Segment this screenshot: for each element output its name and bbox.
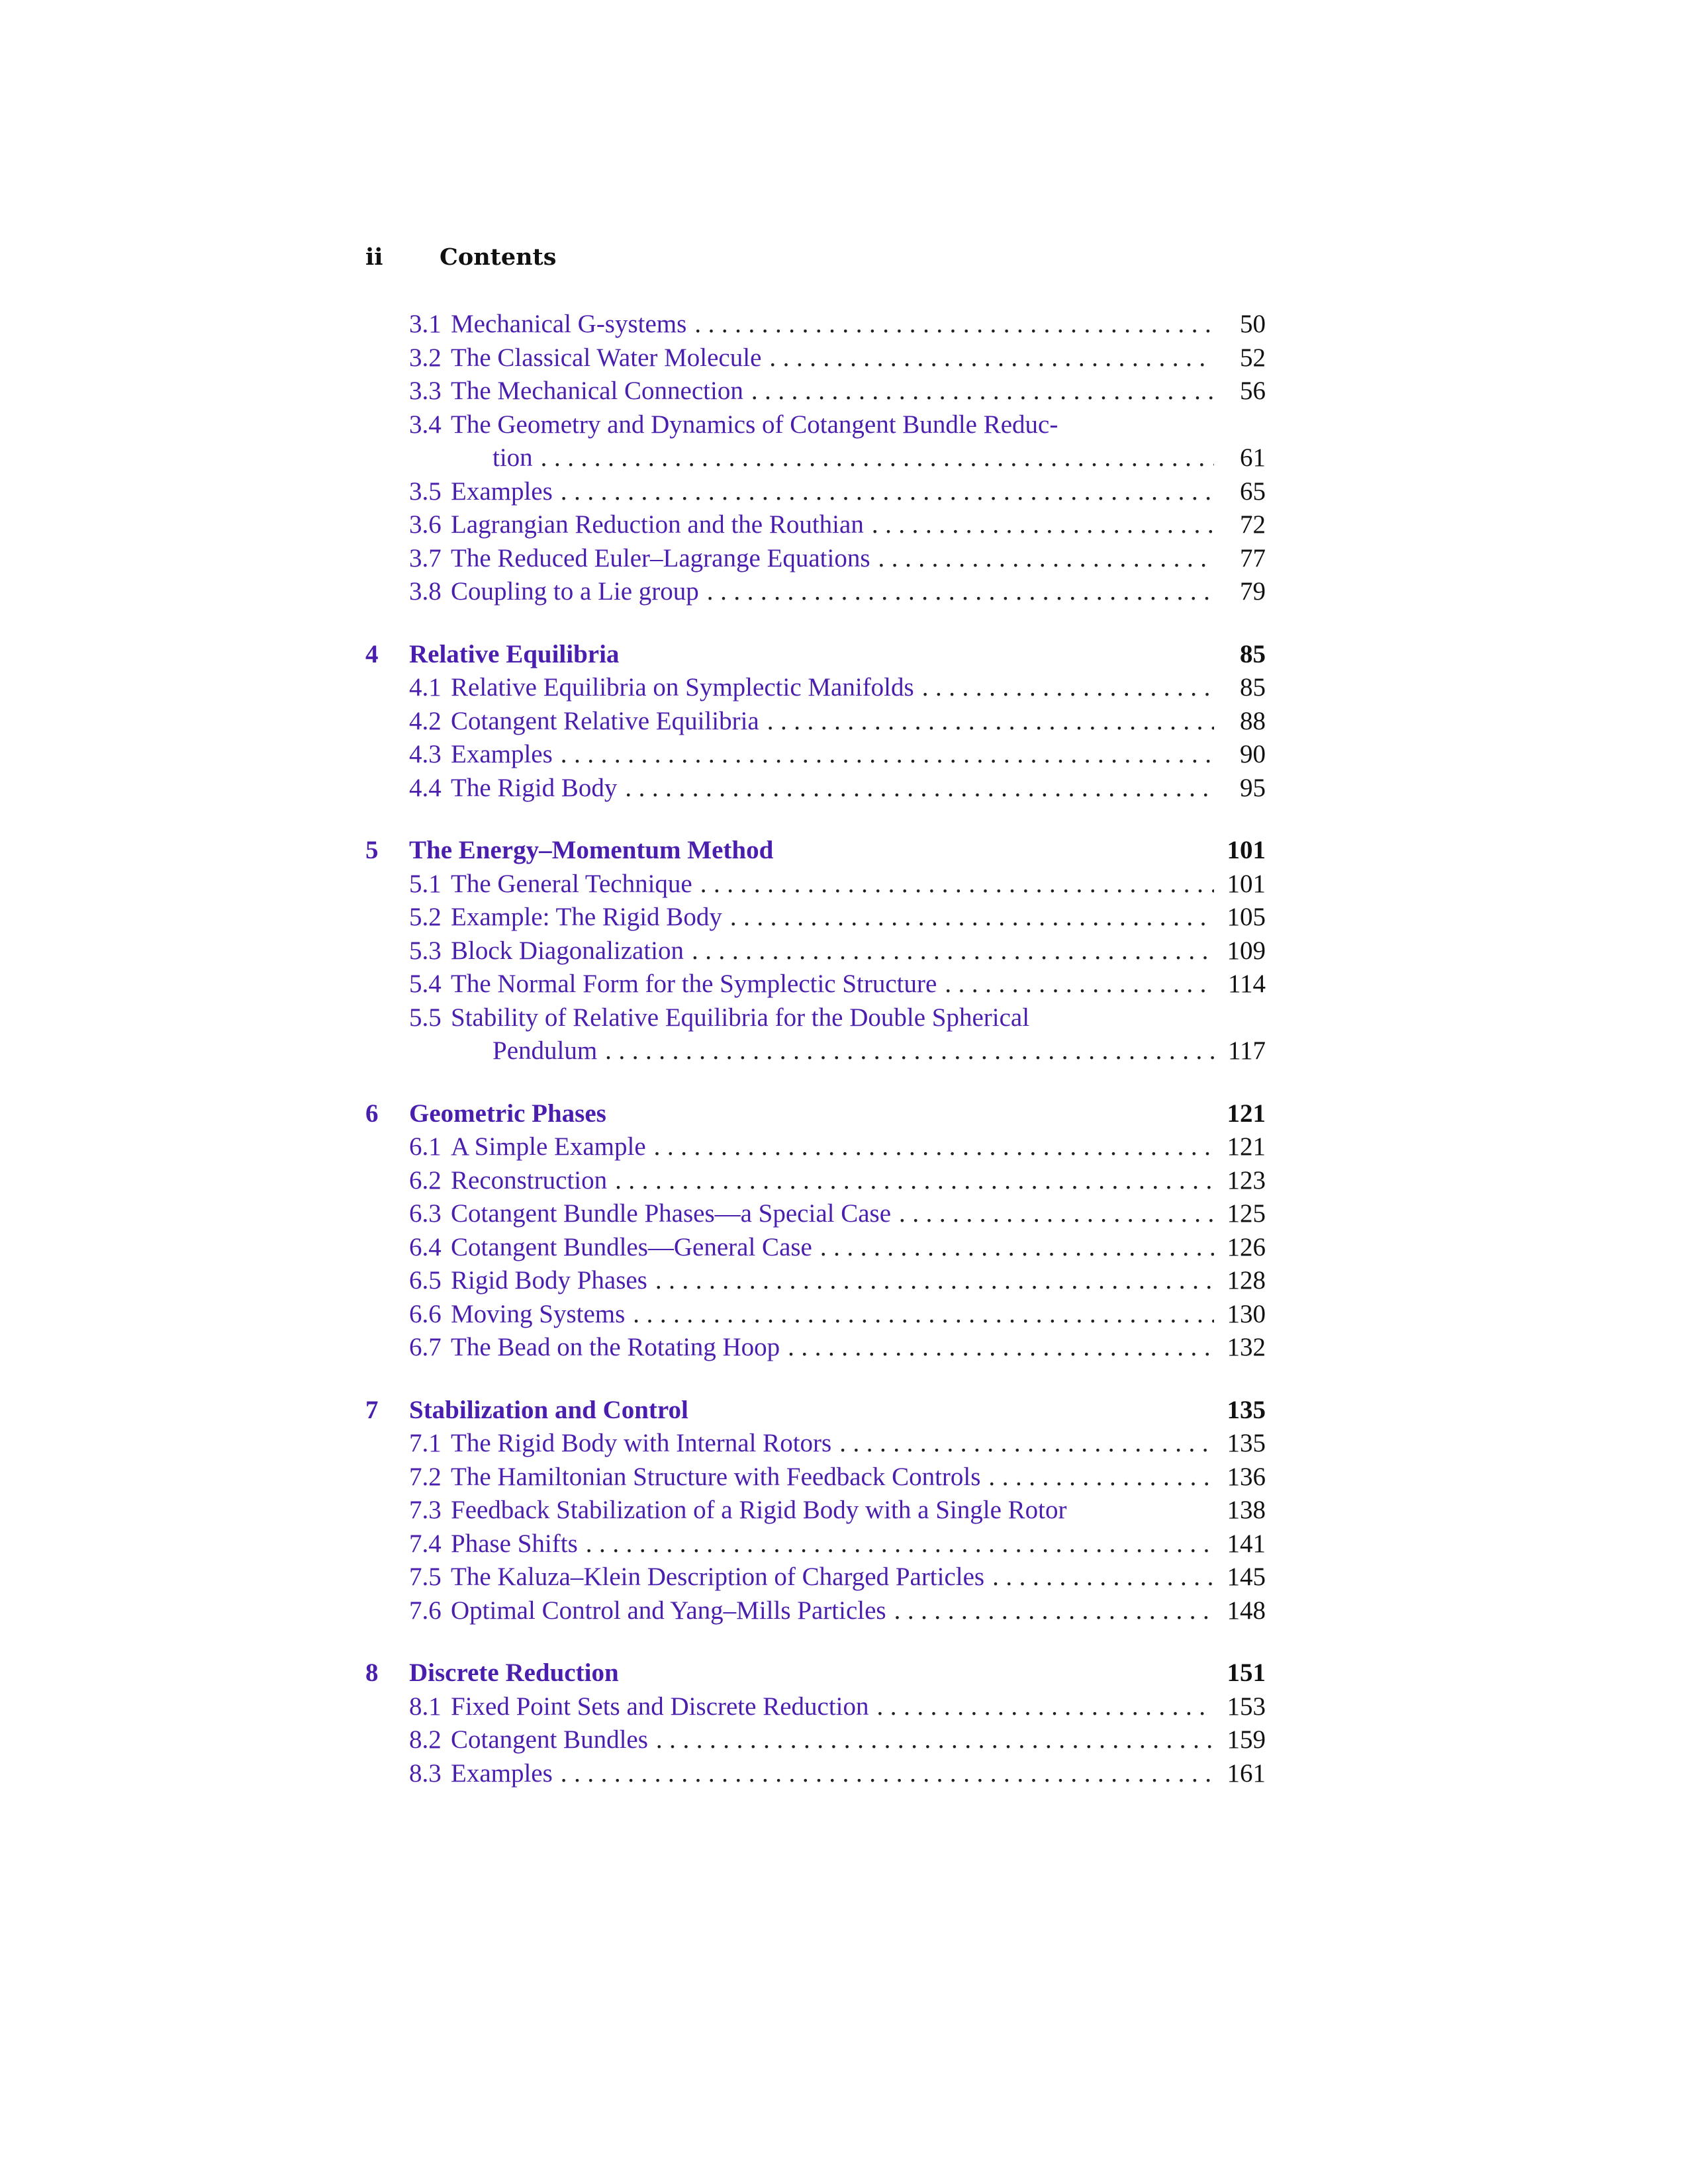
toc-entry-7-4[interactable] xyxy=(365,1527,1266,1561)
section-number: 6.1 xyxy=(409,1132,442,1161)
section-title[interactable]: Examples xyxy=(451,477,553,506)
leader-dots xyxy=(877,1690,1214,1724)
section-number: 8.3 xyxy=(409,1758,442,1788)
section-page: 50 xyxy=(1240,310,1266,338)
leader-dots xyxy=(633,1298,1214,1332)
section-page: 114 xyxy=(1227,970,1266,998)
section-number: 3.5 xyxy=(409,477,442,506)
section-page: 130 xyxy=(1227,1299,1266,1328)
toc-entry-6-4[interactable] xyxy=(365,1231,1266,1265)
section-page: 126 xyxy=(1227,1232,1266,1261)
toc-entry-6-3[interactable] xyxy=(365,1197,1266,1231)
section-title[interactable]: A Simple Example xyxy=(451,1132,646,1161)
section-title[interactable]: Cotangent Bundle Phases—a Special Case xyxy=(451,1199,892,1228)
toc-entry-3-2[interactable] xyxy=(365,341,1266,375)
toc-chapter-4[interactable] xyxy=(365,638,1266,672)
section-number: 7.6 xyxy=(409,1596,442,1625)
section-number: 6.2 xyxy=(409,1165,442,1195)
section-title[interactable]: The Mechanical Connection xyxy=(451,377,743,405)
section-number: 3.7 xyxy=(409,543,442,572)
toc-entry-4-3[interactable] xyxy=(365,738,1266,772)
chapter-number: 7 xyxy=(365,1395,379,1424)
section-page: 77 xyxy=(1240,543,1266,572)
chapter-title[interactable]: Stabilization and Control xyxy=(409,1395,688,1424)
running-header xyxy=(365,244,556,271)
chapter-page: 135 xyxy=(1227,1395,1266,1424)
section-title[interactable]: The Classical Water Molecule xyxy=(451,343,762,372)
section-number: 4.3 xyxy=(409,740,442,768)
section-title[interactable]: The Hamiltonian Structure with Feedback Controls xyxy=(451,1462,981,1491)
section-page: 88 xyxy=(1240,706,1266,735)
section-page: 79 xyxy=(1240,577,1266,606)
toc-entry-7-6[interactable] xyxy=(365,1594,1266,1628)
chapter-page: 101 xyxy=(1227,836,1266,864)
toc-chapter-8[interactable] xyxy=(365,1657,1266,1690)
toc-chapter-7[interactable] xyxy=(365,1394,1266,1428)
leader-dots xyxy=(899,1197,1214,1231)
toc-entry-8-1[interactable] xyxy=(365,1690,1266,1724)
section-title[interactable]: Cotangent Bundles—General Case xyxy=(451,1232,812,1261)
table-of-contents xyxy=(365,308,1266,1790)
section-title[interactable]: Reconstruction xyxy=(451,1165,608,1195)
leader-dots xyxy=(541,441,1214,475)
section-number: 6.6 xyxy=(409,1299,442,1328)
toc-entry-5-2[interactable] xyxy=(365,901,1266,934)
toc-entry-3-4-continued[interactable] xyxy=(365,441,1266,475)
section-number: 5.5 xyxy=(409,1003,442,1032)
section-number: 5.3 xyxy=(409,936,442,965)
section-title[interactable]: The Rigid Body with Internal Rotors xyxy=(451,1429,832,1457)
section-title[interactable]: Coupling to a Lie group xyxy=(451,577,699,606)
leader-dots xyxy=(945,968,1214,1001)
section-title[interactable]: Cotangent Bundles xyxy=(451,1725,648,1754)
chapter-page: 151 xyxy=(1227,1659,1266,1687)
section-title-continued[interactable]: tion xyxy=(492,443,533,472)
section-title-continued[interactable]: Pendulum xyxy=(492,1036,598,1065)
leader-dots xyxy=(839,1427,1214,1461)
chapter-number: 8 xyxy=(365,1659,379,1687)
section-title[interactable]: Rigid Body Phases xyxy=(451,1266,647,1295)
section-number: 5.1 xyxy=(409,869,442,898)
toc-entry-3-4[interactable] xyxy=(365,408,1266,442)
toc-entry-6-6[interactable] xyxy=(365,1298,1266,1332)
chapter-title[interactable]: Discrete Reduction xyxy=(409,1659,619,1687)
toc-entry-6-5[interactable] xyxy=(365,1264,1266,1298)
leader-dots xyxy=(694,308,1214,341)
chapter-title[interactable]: Geometric Phases xyxy=(409,1099,606,1128)
section-title[interactable]: Moving Systems xyxy=(451,1299,626,1328)
leader-dots xyxy=(561,475,1214,509)
section-title[interactable]: Feedback Stabilization of a Rigid Body with a Single Rotor xyxy=(451,1496,1067,1524)
section-number: 7.1 xyxy=(409,1429,442,1457)
section-title[interactable]: Mechanical G-systems xyxy=(451,310,687,338)
chapter-page: 85 xyxy=(1240,639,1266,668)
section-number: 3.3 xyxy=(409,377,442,405)
section-title[interactable]: The General Technique xyxy=(451,869,692,898)
toc-entry-8-2[interactable] xyxy=(365,1723,1266,1757)
toc-entry-8-3[interactable] xyxy=(365,1757,1266,1791)
section-number: 5.2 xyxy=(409,903,442,931)
section-page: 159 xyxy=(1227,1725,1266,1754)
leader-dots xyxy=(654,1130,1214,1164)
section-page: 90 xyxy=(1240,740,1266,768)
section-number: 6.4 xyxy=(409,1232,442,1261)
section-number: 3.2 xyxy=(409,343,442,372)
section-number: 7.5 xyxy=(409,1563,442,1591)
leader-dots xyxy=(992,1561,1214,1594)
toc-entry-5-1[interactable] xyxy=(365,868,1266,901)
section-title[interactable]: The Rigid Body xyxy=(451,773,618,802)
leader-dots xyxy=(878,542,1214,576)
section-page: 121 xyxy=(1227,1132,1266,1161)
leader-dots xyxy=(988,1461,1214,1494)
section-page: 128 xyxy=(1227,1266,1266,1295)
section-title[interactable]: Fixed Point Sets and Discrete Reduction xyxy=(451,1692,869,1721)
leader-dots xyxy=(788,1331,1214,1365)
running-title: Contents xyxy=(440,244,557,271)
section-number: 4.1 xyxy=(409,673,442,702)
toc-entry-6-7[interactable] xyxy=(365,1331,1266,1365)
chapter-number: 4 xyxy=(365,639,379,668)
leader-dots xyxy=(894,1594,1214,1628)
leader-dots xyxy=(625,772,1214,805)
section-title[interactable]: Examples xyxy=(451,1758,553,1788)
section-number: 6.7 xyxy=(409,1333,442,1361)
toc-entry-7-2[interactable] xyxy=(365,1461,1266,1494)
section-title[interactable]: Optimal Control and Yang–Mills Particles xyxy=(451,1596,886,1625)
leader-dots xyxy=(730,901,1214,934)
section-title[interactable]: Relative Equilibria on Symplectic Manifolds xyxy=(451,673,914,702)
section-page: 95 xyxy=(1240,773,1266,802)
section-number: 3.4 xyxy=(409,410,442,439)
section-title[interactable]: Examples xyxy=(451,740,553,768)
toc-entry-7-5[interactable] xyxy=(365,1561,1266,1594)
toc-entry-4-1[interactable] xyxy=(365,671,1266,705)
section-page: 65 xyxy=(1240,477,1266,506)
leader-dots xyxy=(655,1264,1214,1298)
section-page: 101 xyxy=(1227,869,1266,898)
leader-dots xyxy=(615,1164,1214,1198)
section-number: 4.2 xyxy=(409,706,442,735)
page-number: ii xyxy=(365,244,383,271)
leader-dots xyxy=(922,671,1214,705)
section-title[interactable]: The Reduced Euler–Lagrange Equations xyxy=(451,543,870,572)
section-title[interactable]: Stability of Relative Equilibria for the Double Spherical xyxy=(451,1003,1030,1032)
section-title[interactable]: The Kaluza–Klein Description of Charged Particles xyxy=(451,1563,985,1591)
section-number: 7.2 xyxy=(409,1462,442,1491)
section-number: 6.5 xyxy=(409,1266,442,1295)
section-title[interactable]: Example: The Rigid Body xyxy=(451,903,722,931)
toc-entry-5-3[interactable] xyxy=(365,934,1266,968)
section-page: 138 xyxy=(1227,1496,1266,1524)
section-title[interactable]: Phase Shifts xyxy=(451,1529,578,1558)
section-page: 105 xyxy=(1227,903,1266,931)
chapter-page: 121 xyxy=(1227,1099,1266,1128)
chapter-number: 5 xyxy=(365,836,379,864)
toc-entry-4-2[interactable] xyxy=(365,705,1266,739)
section-page: 125 xyxy=(1227,1199,1266,1228)
toc-entry-3-3[interactable] xyxy=(365,375,1266,408)
section-title[interactable]: Lagrangian Reduction and the Routhian xyxy=(451,510,864,539)
toc-entry-5-5[interactable] xyxy=(365,1001,1266,1035)
section-number: 3.6 xyxy=(409,510,442,539)
leader-dots xyxy=(561,1757,1214,1791)
section-number: 7.3 xyxy=(409,1496,442,1524)
section-title[interactable]: The Geometry and Dynamics of Cotangent Bundle Reduc- xyxy=(451,410,1058,439)
section-number: 8.2 xyxy=(409,1725,442,1754)
section-page: 56 xyxy=(1240,377,1266,405)
section-page: 153 xyxy=(1227,1692,1266,1721)
section-page: 135 xyxy=(1227,1429,1266,1457)
leader-dots xyxy=(561,738,1214,772)
section-page: 117 xyxy=(1227,1036,1266,1065)
section-title[interactable]: Cotangent Relative Equilibria xyxy=(451,706,759,735)
section-page: 123 xyxy=(1227,1165,1266,1195)
toc-entry-3-1[interactable] xyxy=(365,308,1266,341)
section-page: 141 xyxy=(1227,1529,1266,1558)
leader-dots xyxy=(605,1034,1214,1068)
toc-entry-5-5-continued[interactable] xyxy=(365,1034,1266,1068)
toc-entry-3-8[interactable] xyxy=(365,575,1266,609)
section-page: 85 xyxy=(1240,673,1266,702)
section-page: 52 xyxy=(1240,343,1266,372)
section-page: 61 xyxy=(1240,443,1266,472)
section-page: 109 xyxy=(1227,936,1266,965)
section-number: 3.8 xyxy=(409,577,442,606)
section-title[interactable]: The Bead on the Rotating Hoop xyxy=(451,1333,780,1361)
section-page: 148 xyxy=(1227,1596,1266,1625)
toc-entry-3-7[interactable] xyxy=(365,542,1266,576)
section-number: 4.4 xyxy=(409,773,442,802)
toc-chapter-6[interactable] xyxy=(365,1097,1266,1131)
section-number: 8.1 xyxy=(409,1692,442,1721)
leader-dots xyxy=(767,705,1214,739)
section-number: 3.1 xyxy=(409,310,442,338)
section-page: 132 xyxy=(1227,1333,1266,1361)
chapter-title[interactable]: Relative Equilibria xyxy=(409,639,620,668)
leader-dots xyxy=(586,1527,1214,1561)
section-number: 6.3 xyxy=(409,1199,442,1228)
section-page: 145 xyxy=(1227,1563,1266,1591)
section-number: 7.4 xyxy=(409,1529,442,1558)
toc-entry-7-1[interactable] xyxy=(365,1427,1266,1461)
toc-entry-6-2[interactable] xyxy=(365,1164,1266,1198)
section-title[interactable]: Block Diagonalization xyxy=(451,936,684,965)
section-number: 5.4 xyxy=(409,970,442,998)
leader-dots xyxy=(872,508,1214,542)
toc-entry-6-1[interactable] xyxy=(365,1130,1266,1164)
leader-dots xyxy=(656,1723,1214,1757)
leader-dots xyxy=(820,1231,1214,1265)
section-title[interactable]: The Normal Form for the Symplectic Structure xyxy=(451,970,937,998)
toc-entry-5-4[interactable] xyxy=(365,968,1266,1001)
leader-dots xyxy=(751,375,1214,408)
toc-entry-3-5[interactable] xyxy=(365,475,1266,509)
toc-entry-7-3[interactable] xyxy=(365,1494,1266,1527)
chapter-number: 6 xyxy=(365,1099,379,1128)
leader-dots xyxy=(700,868,1214,901)
leader-dots xyxy=(692,934,1214,968)
section-page: 72 xyxy=(1240,510,1266,539)
section-page: 136 xyxy=(1227,1462,1266,1491)
toc-entry-4-4[interactable] xyxy=(365,772,1266,805)
leader-dots xyxy=(707,575,1214,609)
section-page: 161 xyxy=(1227,1758,1266,1788)
leader-dots xyxy=(769,341,1214,375)
toc-entry-3-6[interactable] xyxy=(365,508,1266,542)
toc-chapter-5[interactable] xyxy=(365,834,1266,868)
chapter-title[interactable]: The Energy–Momentum Method xyxy=(409,836,774,864)
